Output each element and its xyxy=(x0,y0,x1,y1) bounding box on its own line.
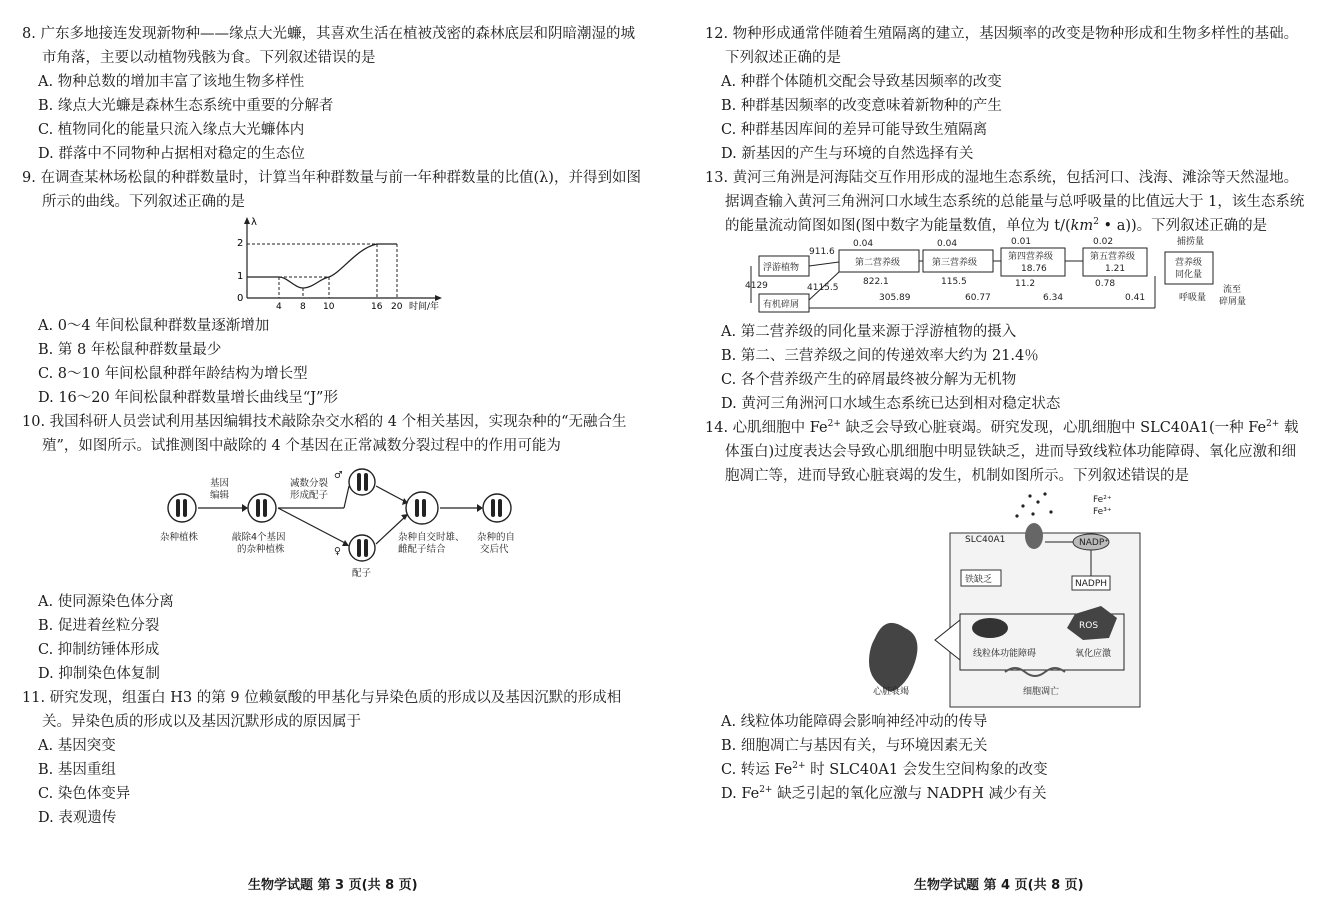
flow-n3: 4115.5 xyxy=(807,283,839,293)
question-9 xyxy=(22,166,642,410)
legend-detritus-2: 碎屑量 xyxy=(1219,297,1247,307)
flow-n14: 0.78 xyxy=(1095,279,1116,289)
label-offspring-2: 交后代 xyxy=(480,544,509,555)
question-11-option-c: C. 染色体变异 xyxy=(38,786,131,802)
label-knockout-2: 的杂种植株 xyxy=(237,544,285,555)
label-mito: 线粒体功能障碍 xyxy=(973,649,1037,659)
question-11-stem: 11. 研究发现，组蛋白 H3 的第 9 位赖氨酸的甲基化与异染色质的形成以及基因沉默的形成相关。异染色质的形成以及基因沉默形成的原因属于 xyxy=(22,690,622,730)
graph-xtick-16: 16 xyxy=(371,302,383,312)
option-d-sup: 2+ xyxy=(759,785,773,796)
question-12-option-c: C. 种群基因库间的差异可能导致生殖隔离 xyxy=(721,122,988,138)
right-column xyxy=(705,22,1305,806)
label-nadp: NADP⁺ xyxy=(1079,538,1109,548)
question-11 xyxy=(22,686,642,830)
female-gamete-cell xyxy=(349,535,375,561)
question-14-option-c xyxy=(705,758,1305,782)
question-9-stem: 9. 在调查某林场松鼠的种群数量时，计算当年种群数量与前一年种群数量的比值(λ)，并得到如图所示的曲线。下列叙述正确的是 xyxy=(22,170,641,210)
flow-n10: 0.01 xyxy=(1011,237,1032,247)
legend-respiration: 呼吸量 xyxy=(1179,293,1207,303)
flow-n8: 115.5 xyxy=(941,277,967,287)
graph-ytick-0: 0 xyxy=(237,293,244,304)
question-13-unit-sup: 2 xyxy=(1093,217,1099,228)
question-14 xyxy=(705,416,1305,806)
flow-n4: 0.04 xyxy=(853,239,874,249)
lambda-curve xyxy=(247,244,397,288)
question-14-option-b: B. 细胞凋亡与基因有关，与环境因素无关 xyxy=(721,738,988,754)
question-14-sup-1: 2+ xyxy=(827,419,841,430)
question-14-stem-b: 缺乏会导致心脏衰竭。研究发现，心肌细胞中 SLC40A1(一种 Fe xyxy=(840,420,1267,436)
question-12-option-b: B. 种群基因频率的改变意味着新物种的产生 xyxy=(721,98,1002,114)
flow-n12: 6.34 xyxy=(1043,293,1064,303)
question-14-option-a: A. 线粒体功能障碍会影响神经冲动的传导 xyxy=(721,714,988,730)
question-10 xyxy=(22,410,642,686)
question-11-option-a: A. 基因突变 xyxy=(38,738,116,754)
flow-n13: 0.02 xyxy=(1093,237,1114,247)
label-oxidative: 氧化应激 xyxy=(1075,649,1112,659)
flow-b3: 第三营养级 xyxy=(932,258,978,268)
graph-ytick-2: 2 xyxy=(237,238,244,249)
graph-xtick-4: 4 xyxy=(276,302,282,312)
label-ros: ROS xyxy=(1079,621,1099,631)
flow-n7: 0.04 xyxy=(937,239,958,249)
graph-xlabel: 时间/年 xyxy=(409,302,440,312)
graph-xtick-8: 8 xyxy=(300,302,306,312)
label-iron-deficiency: 铁缺乏 xyxy=(965,575,993,585)
option-d-part-b: 缺乏引起的氧化应激与 NADPH 减少有关 xyxy=(772,786,1047,802)
legend-catch: 捕捞量 xyxy=(1177,237,1205,247)
label-knockout-1: 敲除4个基因 xyxy=(232,532,286,543)
heart-icon xyxy=(869,623,917,692)
question-9-option-a: A. 0～4 年间松鼠种群数量逐渐增加 xyxy=(38,318,270,334)
question-8-stem: 8. 广东多地接连发现新物种——缘点大光蠊，其喜欢生活在植被茂密的森林底层和阴暗潮湿的城市角落，主要以动植物残骸为食。下列叙述错误的是 xyxy=(22,26,635,66)
legend-trophic: 营养级 xyxy=(1175,258,1203,268)
apomixis-diagram xyxy=(22,462,642,590)
male-symbol: ♂ xyxy=(334,470,343,481)
label-selfing-1: 杂种自交时雄、 xyxy=(398,532,465,543)
question-10-option-d: D. 抑制染色体复制 xyxy=(38,666,160,682)
question-14-option-d xyxy=(705,782,1305,806)
graph-xtick-20: 20 xyxy=(391,302,403,312)
label-offspring-1: 杂种的自 xyxy=(477,532,516,543)
label-gene-1: 基因 xyxy=(210,478,230,489)
label-heart-failure: 心脏衰竭 xyxy=(873,687,910,697)
question-14-stem-a: 14. 心肌细胞中 Fe xyxy=(705,420,828,436)
option-d-part-a: D. Fe xyxy=(721,786,760,802)
question-10-option-b: B. 促进着丝粒分裂 xyxy=(38,618,160,634)
question-9-option-c: C. 8～10 年间松鼠种群年龄结构为增长型 xyxy=(38,366,308,382)
energy-flow-diagram xyxy=(705,238,1305,320)
question-13-option-d: D. 黄河三角洲河口水域生态系统已达到相对稳定状态 xyxy=(721,396,1061,412)
flow-b4b: 18.76 xyxy=(1021,264,1047,274)
flow-b2: 第二营养级 xyxy=(855,258,901,268)
question-10-stem: 10. 我国科研人员尝试利用基因编辑技术敲除杂交水稻的 4 个相关基因，实现杂种的“无融合生殖”，如图所示。试推测图中敲除的 4 个基因在正常减数分裂过程中的作用可能为 xyxy=(22,414,627,454)
question-8-option-d: D. 群落中不同物种占据相对稳定的生态位 xyxy=(38,146,305,162)
flow-n15: 0.41 xyxy=(1125,293,1146,303)
question-13-option-a: A. 第二营养级的同化量来源于浮游植物的摄入 xyxy=(721,324,1017,340)
question-10-option-c: C. 抑制纺锤体形成 xyxy=(38,642,160,658)
graph-ylabel: λ xyxy=(251,217,257,228)
legend-fe3: Fe³⁺ xyxy=(1093,507,1112,517)
label-meiosis-2: 形成配子 xyxy=(290,490,329,501)
option-c-part-b: 时 SLC40A1 会发生空间构象的改变 xyxy=(805,762,1048,778)
question-11-option-b: B. 基因重组 xyxy=(38,762,116,778)
label-nadph: NADPH xyxy=(1075,579,1108,589)
label-gamete: 配子 xyxy=(352,568,372,579)
flow-b5a: 第五营养级 xyxy=(1090,252,1136,262)
male-gamete-cell xyxy=(349,469,375,495)
question-13-stem xyxy=(705,166,1305,238)
label-gene-2: 编辑 xyxy=(210,490,230,501)
label-selfing-2: 雌配子结合 xyxy=(398,544,446,555)
question-13-option-b: B. 第二、三营养级之间的传递效率大约为 21.4％ xyxy=(721,348,1039,364)
question-9-option-d: D. 16～20 年间松鼠种群数量增长曲线呈“J”形 xyxy=(38,390,338,406)
label-slc40a1: SLC40A1 xyxy=(965,535,1006,545)
question-12 xyxy=(705,22,1305,166)
option-c-sup: 2+ xyxy=(792,761,806,772)
left-column xyxy=(22,22,642,830)
flow-b1: 浮游植物 xyxy=(763,263,800,273)
question-13-stem-a: 13. 黄河三角洲是河海陆交互作用形成的湿地生态系统，包括河口、浅海、滩涂等天然湿地。据调查输入黄河三角洲河口水域生态系统的总能量与总呼吸量的比值远大于 1，该生态系统的能量流动简图如图(图中数字为能量数值，单位为 t/( xyxy=(705,170,1305,234)
question-8-option-c: C. 植物同化的能量只流入缘点大光蠊体内 xyxy=(38,122,305,138)
question-13 xyxy=(705,166,1305,416)
question-11-option-d: D. 表观遗传 xyxy=(38,810,117,826)
graph-xtick-10: 10 xyxy=(323,302,335,312)
legend-fe2: Fe²⁺ xyxy=(1093,495,1112,505)
flow-b5b: 1.21 xyxy=(1105,264,1126,274)
hybrid-cell xyxy=(168,494,196,522)
graph-ytick-1: 1 xyxy=(237,271,244,282)
legend-detritus-1: 流至 xyxy=(1223,285,1242,295)
iron-deficiency-mechanism-figure xyxy=(705,488,1305,710)
flow-n6: 305.89 xyxy=(879,293,911,303)
offspring-cell xyxy=(483,494,511,522)
question-10-option-a: A. 使同源染色体分离 xyxy=(38,594,174,610)
page-footer-right: 生物学试题 第 4 页(共 8 页) xyxy=(914,878,1084,893)
flow-b6: 有机碎屑 xyxy=(763,300,800,310)
edited-cell xyxy=(248,494,276,522)
question-13-option-c: C. 各个营养级产生的碎屑最终被分解为无机物 xyxy=(721,372,1017,388)
flow-b4a: 第四营养级 xyxy=(1008,252,1054,262)
page-footer-left: 生物学试题 第 3 页(共 8 页) xyxy=(248,878,418,893)
label-hybrid: 杂种植株 xyxy=(160,532,199,543)
question-14-stem xyxy=(705,416,1305,488)
legend-assimilation: 同化量 xyxy=(1175,270,1203,280)
mitochondria-shape xyxy=(972,618,1008,638)
flow-n5: 822.1 xyxy=(863,277,889,287)
flow-n1: 911.6 xyxy=(809,247,835,257)
question-13-unit: km xyxy=(1070,218,1094,234)
question-14-sup-2: 2+ xyxy=(1266,419,1280,430)
question-12-option-d: D. 新基因的产生与环境的自然选择有关 xyxy=(721,146,974,162)
flow-n11: 11.2 xyxy=(1015,279,1036,289)
female-symbol: ♀ xyxy=(334,546,341,557)
question-9-option-b: B. 第 8 年松鼠种群数量最少 xyxy=(38,342,222,358)
question-14-stem-c: 载体蛋白)过度表达会导致心肌细胞中明显铁缺乏，进而导致线粒体功能障碍、氧化应激和细胞凋亡等，进而导致心脏衰竭的发生，机制如图所示。下列叙述错误的是 xyxy=(725,420,1299,484)
question-8 xyxy=(22,22,642,166)
label-meiosis-1: 减数分裂 xyxy=(290,478,329,489)
label-apoptosis: 细胞凋亡 xyxy=(1023,687,1060,697)
question-8-option-a: A. 物种总数的增加丰富了该地生物多样性 xyxy=(38,74,305,90)
lambda-curve-graph xyxy=(22,214,642,312)
question-8-option-b: B. 缘点大光蠊是森林生态系统中重要的分解者 xyxy=(38,98,334,114)
question-13-stem-b: • a))。下列叙述正确的是 xyxy=(1098,218,1268,234)
slc40a1-channel xyxy=(1025,523,1043,549)
option-c-part-a: C. 转运 Fe xyxy=(721,762,793,778)
flow-n9: 60.77 xyxy=(965,293,991,303)
question-12-option-a: A. 种群个体随机交配会导致基因频率的改变 xyxy=(721,74,1002,90)
question-12-stem: 12. 物种形成通常伴随着生殖隔离的建立，基因频率的改变是物种形成和生物多样性的基础。下列叙述正确的是 xyxy=(705,26,1299,66)
flow-n2: 4129 xyxy=(745,281,768,291)
